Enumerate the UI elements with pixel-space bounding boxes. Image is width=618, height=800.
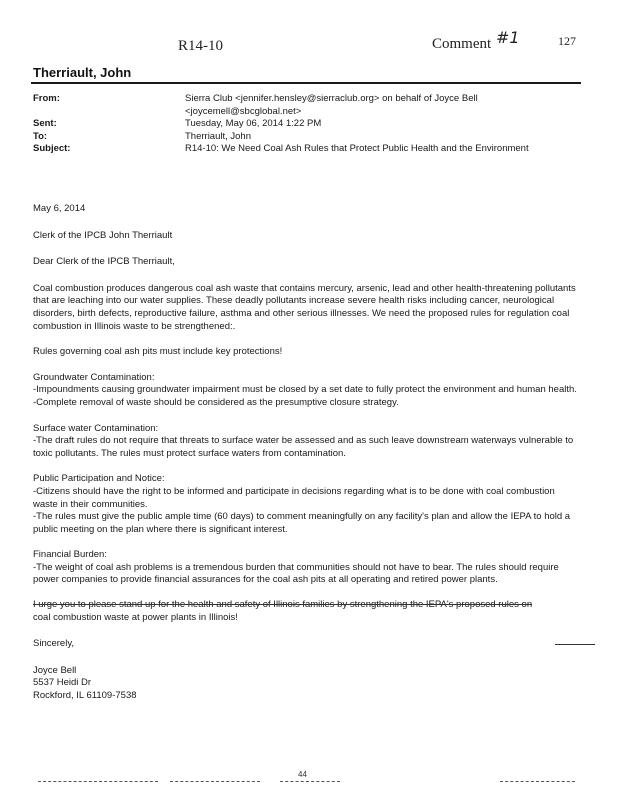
letter-body [33,203,578,703]
strike-tail [555,644,595,645]
footer-rule [38,781,158,782]
letter-addressee: Clerk of the IPCB John Therriault [33,229,173,241]
subject-row [33,143,583,156]
comment-stamp-label: Comment [432,36,492,52]
footer-rule [170,781,260,782]
subject-value: R14-10: We Need Coal Ash Rules that Protect Public Health and the Environment [185,143,529,154]
sender-name: Joyce Bell [33,664,77,676]
docket-stamp: R14-10 [178,38,223,54]
from-value-line2: <joycemell@sbcglobal.net> [185,105,302,117]
letter-date: May 6, 2014 [33,203,86,214]
groundwater-point-1: -Impoundments causing groundwater impairment must be closed by a set date to fully protect the environment and human health. [33,384,577,396]
subject-label: Subject: [33,143,71,154]
email-header-block [33,93,583,156]
page-count-stamp: 127 [558,34,576,48]
closing-request-line-1: I urge you to please stand up for the health and safety of Illinois families by strengthening the IEPA's proposed rules on [33,599,533,611]
to-value: Therriault, John [185,130,252,142]
closing-request-line-2: coal combustion waste at power plants in Illinois! [33,611,238,623]
sent-label: Sent: [33,118,57,129]
financial-point-1: -The weight of coal ash problems is a tremendous burden that communities should not have to bear. The rules should require power companies to provide financial assurances for the coal ash pits at all operating and retired power plants. [33,561,559,586]
surface-water-point-1: -The draft rules do not require that threats to surface water be assessed and as such leave downstream waterways vulnerable to toxic pollutants. The rules must protect surface waters from contamination. [33,435,574,459]
intro-paragraph: Coal combustion produces dangerous coal ash waste that contains mercury, arsenic, lead and other health-threatening pollutants that are leaching into our water supplies. These deadly pollutants increase severe health risks including cancer, neurological disorders, birth defects, reproductive failure, asthma and other serious illnesses. We need the proposed rules for regulation coal combustion in Illinois waste to be strengthened:. [33,282,576,332]
footer-rule [280,781,340,782]
comment-number-handwritten: #1 [496,28,520,47]
from-value-line1: Sierra Club <jennifer.hensley@sierraclub.org> on behalf of Joyce Bell [185,93,478,104]
groundwater-heading: Groundwater Contamination: [33,371,155,383]
header-divider [31,82,581,84]
recipient-heading: Therriault, John [33,65,132,80]
financial-heading: Financial Burden: [33,549,107,561]
to-row [33,131,583,144]
rules-intro: Rules governing coal ash pits must include key protections! [33,346,283,358]
public-participation-point-1: -Citizens should have the right to be informed and participate in decisions regarding what is to be done with coal combustion waste in their communities. [33,485,555,510]
surface-water-heading: Surface water Contamination: [33,422,159,434]
public-participation-heading: Public Participation and Notice: [33,473,165,485]
footer-rule [500,781,575,782]
public-participation-point-2: -The rules must give the public ample time (60 days) to comment meaningfully on any facility's plan and allow the IEPA to hold a public meeting on the plan where there is significant interest. [33,511,571,535]
sign-off: Sincerely, [33,638,75,650]
sender-city: Rockford, IL 61109-7538 [33,690,137,702]
from-value [185,93,583,118]
sent-value: Tuesday, May 06, 2014 1:22 PM [185,118,322,129]
from-row [33,93,583,118]
from-label: From: [33,93,60,104]
groundwater-point-2: -Complete removal of waste should be considered as the presumptive closure strategy. [33,396,399,408]
letter-salutation: Dear Clerk of the IPCB Therriault, [33,256,175,268]
sender-street: 5537 Heidi Dr [33,677,92,689]
page-number: 44 [298,770,307,779]
sent-row [33,118,583,131]
to-label: To: [33,130,48,142]
